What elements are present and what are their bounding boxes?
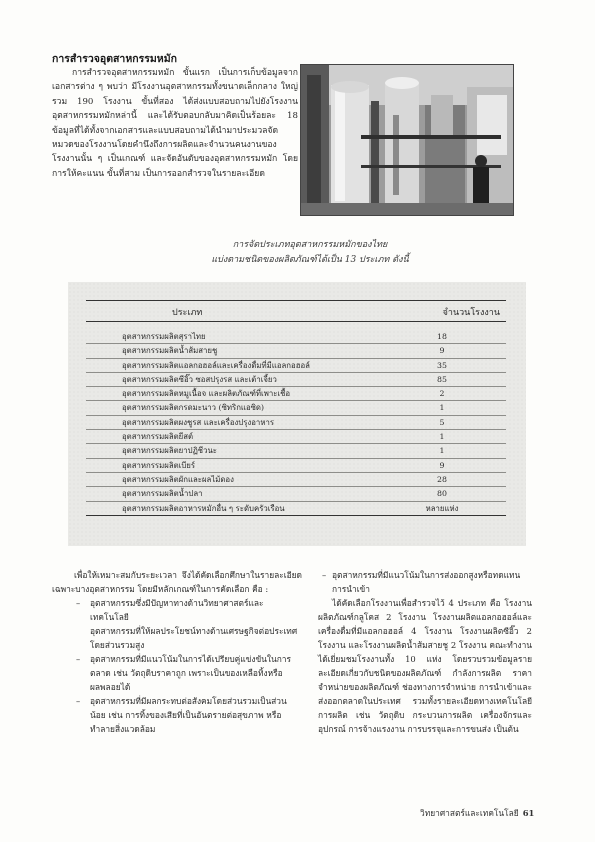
list-item (52, 652, 302, 694)
criteria-line: อุตสาหกรรมที่มีผลกระทบต่อสังคมโดยส่วนรวมเป็นส่วนน้อย เช่น การทิ้งของเสียที่เป็นอันตรายต่อสุขภาพ หรือทำลายสิ่งแวดล้อม (90, 696, 287, 734)
list-item (318, 568, 532, 596)
dash-bullet: – (76, 654, 81, 664)
dash-bullet: – (76, 696, 81, 706)
dash-bullet: – (322, 570, 327, 580)
row-name: อุตสาหกรรมผลิตอาหารหมักอื่น ๆ ระดับครัวเรือน (122, 503, 285, 513)
table-row (86, 387, 506, 401)
row-name: อุตสาหกรรมผลิตผงชูรส และเครื่องปรุงอาหาร (122, 417, 275, 427)
table-row (86, 444, 506, 458)
header-count: จำนวนโรงงาน (442, 308, 500, 318)
right-column (318, 568, 532, 736)
row-count: 35 (437, 360, 447, 370)
row-count: 1 (439, 432, 445, 442)
industry-table (68, 282, 526, 546)
left-column (52, 568, 302, 736)
criteria-list (52, 596, 302, 736)
caption-line-2: แบ่งตามชนิดของผลิตภัณฑ์ได้เป็น 13 ประเภท ดังนี้ (211, 255, 409, 265)
row-name: อุตสาหกรรมผลิตยาปฏิชีวนะ (122, 446, 217, 456)
table-row (86, 401, 506, 415)
criteria-line: อุตสาหกรรมที่ให้ผลประโยชน์ทางด้านเศรษฐกิจต่อประเทศโดยส่วนรวมสูง (90, 626, 298, 650)
criteria-line: อุตสาหกรรมที่มีแนวโน้มในการส่งออกสูงหรือทดแทนการนำเข้า (332, 570, 521, 594)
row-count: 9 (439, 460, 445, 470)
table-row (86, 459, 506, 473)
header-type: ประเภท (172, 308, 203, 318)
row-name: อุตสาหกรรมผลิตผักและผลไม้ดอง (122, 474, 234, 484)
section-heading: การสำรวจอุตสาหกรรมหมัก (52, 53, 177, 65)
page-footer (420, 806, 534, 820)
row-name: อุตสาหกรรมผลิตยีสต์ (122, 432, 194, 442)
table-body (86, 330, 506, 516)
row-count: 1 (439, 403, 445, 413)
row-name: อุตสาหกรรมผลิตหมูเนื้อจ และผลิตภัณฑ์ที่เพาะเชื้อ (122, 389, 291, 399)
criteria-line: อุตสาหกรรมที่มีแนวโน้มในการได้เปรียบคู่แข่งขันในการตลาด เช่น วัตถุดิบราคาถูก เพราะเป็นของเหลือทิ้งหรือผลพลอยได้ (90, 654, 291, 692)
row-name: อุตสาหกรรมผลิตน้ำปลา (122, 489, 203, 499)
row-count: 80 (437, 489, 447, 499)
table-header (86, 300, 506, 322)
criteria-line: อุตสาหกรรมซึ่งมีปัญหาทางด้านวิทยาศาสตร์และเทคโนโลยี (90, 598, 264, 622)
intro-paragraph: การสำรวจอุตสาหกรรมหมัก ขั้นแรก เป็นการเก็บข้อมูลจากเอกสารต่าง ๆ พบว่า มีโรงงานอุตสาหกรรมทั้งขนาดเล็กกลาง ใหญ่ รวม 190 โรงงาน ขั้นที่สอง ได้ส่งแบบสอบถามไปยังโรงงานอุตสาหกรรมหมักหล่านี้ และได้รับตอบกลับมาคิดเป็นร้อยละ 18 ข้อมูลที่ได้ทั้งจากเอกสารและแบบสอบถามได้นำมาประมวลจัดหมวดของโรงงานโดยคำนึงถึงการผลิตและจำนวนคนงานของโรงงานนั้น ๆ เป็นเกณฑ์ และจัดอันดับของอุตสาหกรรมหมัก โดยการให้คะแนน ขั้นที่สาม เป็นการออกสำรวจในรายละเอียด (52, 68, 298, 179)
page-number: 61 (522, 808, 535, 818)
journal-name: วิทยาศาสตร์และเทคโนโลยี (420, 808, 519, 818)
table-row (86, 502, 506, 516)
row-name: อุตสาหกรรมผลิตแอลกอฮอล์และเครื่องดื่มที่มีแอลกอฮอล์ (122, 360, 310, 370)
row-count: 5 (439, 417, 445, 427)
table-row (86, 473, 506, 487)
row-name: อุตสาหกรรมผลิตน้ำส้มสายชู (122, 346, 218, 356)
table-caption (160, 238, 460, 268)
dash-bullet: – (76, 598, 81, 608)
row-name: อุตสาหกรรมผลิตซีอิ๊ว ซอสปรุงรส และเต้าเจี้ยว (122, 374, 277, 384)
row-count: 2 (439, 389, 445, 399)
table-row (86, 344, 506, 358)
list-item (52, 596, 302, 652)
caption-line-1: การจัดประเภทอุตสาหกรรมหมักของไทย (232, 240, 388, 250)
table-row (86, 330, 506, 344)
table-row (86, 359, 506, 373)
row-count: 85 (437, 374, 447, 384)
table-row (86, 373, 506, 387)
factory-photo (300, 64, 514, 216)
table-row (86, 430, 506, 444)
row-count: 18 (437, 332, 447, 341)
row-name: อุตสาหกรรมผลิตสุราไทย (122, 332, 206, 341)
row-count: 28 (437, 474, 447, 484)
table-row (86, 487, 506, 501)
row-count: หลายแห่ง (425, 503, 459, 513)
row-name: อุตสาหกรรมผลิตกรดมะนาว (ซิทริกแอซิด) (122, 403, 265, 413)
row-count: 9 (439, 346, 445, 356)
list-item (52, 694, 302, 736)
selection-paragraph: เพื่อให้เหมาะสมกับระยะเวลา จึงได้คัดเลือกศึกษาในรายละเอียดเฉพาะบางอุตสาหกรรม โดยมีหลักเกณฑ์ในการคัดเลือก คือ : (52, 570, 302, 594)
table-row (86, 416, 506, 430)
survey-paragraph: ได้คัดเลือกโรงงานเพื่อสำรวจไว้ 4 ประเภท คือ โรงงานผลิตภัณฑ์กลูโคส 2 โรงงาน โรงงานผลิตแอลกอฮอล์และเครื่องดื่มที่มีแอลกอฮอล์ 4 โรงงาน โรงงานผลิตซีอิ๊ว 2 โรงงาน และโรงงานผลิตน้ำส้มสายชู 2 โรงงาน คณะทำงานได้เยี่ยมชมโรงงานทั้ง 10 แห่ง โดยรวบรวมข้อมูลรายละเอียดเกี่ยวกับชนิดของผลิตภัณฑ์ กำลังการผลิต ราคาจำหน่ายของผลิตภัณฑ์ ช่องทางการจำหน่าย การนำเข้าและส่งออกตลาดในประเทศ รวมทั้งรายละเอียดทางเทคโนโลยีการผลิต เช่น วัตถุดิบ กระบวนการผลิต เครื่องจักรและอุปกรณ์ การจ้างแรงงาน การบรรจุและการขนส่ง เป็นต้น (318, 598, 532, 734)
row-name: อุตสาหกรรมผลิตเบียร์ (122, 460, 196, 470)
row-count: 1 (439, 446, 445, 456)
